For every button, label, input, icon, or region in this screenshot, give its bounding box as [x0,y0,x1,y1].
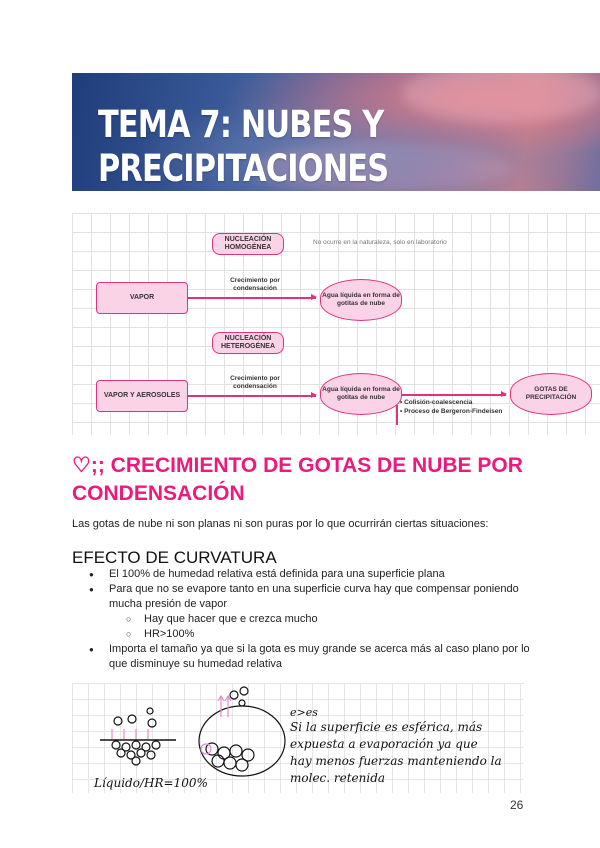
arrow-to-precipitation [402,394,506,396]
cloud-droplets-1: Agua líquida en forma de gotitas de nube [320,279,402,321]
title-line-1: TEMA 7: NUBES Y [98,103,384,146]
sketch-e-label: e>es [290,706,318,719]
precipitation-drops-cloud: GOTAS DE PRECIPITACIÓN [510,373,592,415]
header-banner [72,73,600,191]
growth-label-1: Crecimiento por condensación [230,277,280,292]
page-title [98,103,388,191]
sketch-note-2: expuesta a evaporación ya que [290,737,478,751]
process-connector [396,405,398,425]
sketch-note-3: hay menos fuerzas manteniendo la [290,754,502,768]
heterogeneous-nucleation-box: NUCLEACIÓN HETEROGÉNEA [212,332,284,354]
growth-label-2: Crecimiento por condensación [230,375,280,390]
homogeneous-note: No ocurre en la naturaleza, solo en laboratorio [313,239,447,246]
homogeneous-nucleation-box: NUCLEACIÓN HOMOGÉNEA [212,233,284,255]
arrow-vapor-aerosols [188,395,316,397]
sub-bullet-item: ○ Hay que hacer que e crezca mucho [72,612,532,627]
bullet-item: ● El 100% de humedad relativa está definida para una superficie plana [72,567,532,582]
vapor-aerosols-box: VAPOR Y AEROSOLES [96,380,188,412]
title-line-2: PRECIPITACIONES [98,147,389,190]
process-collision: • Colisión-coalescencia [400,399,473,406]
bullet-item: ● Importa el tamaño ya que si la gota es muy grande se acerca más al caso plano por lo que disminuye su humedad relativa [72,642,532,672]
vapor-box: VAPOR [96,282,188,314]
cloud-droplets-2: Agua líquida en forma de gotitas de nube [320,373,402,415]
section-heading: ♡;; CRECIMIENTO DE GOTAS DE NUBE POR CONDENSACIÓN [72,454,523,505]
sub-bullet-item: ○ HR>100% [72,627,532,642]
nucleation-diagram [72,213,600,435]
bullet-item: ● Para que no se evapore tanto en una superficie curva hay que compensar poniendo mucha presión de vapor [72,582,532,612]
arrow-vapor [188,297,316,299]
page-number: 26 [510,798,524,812]
sketch-note-4: molec. retenida [290,771,386,785]
subheading-curvature: EFECTO DE CURVATURA [72,548,277,567]
curvature-bullets [72,567,532,672]
sketch-label-left: Líquido/HR=100% [94,776,208,790]
handwritten-sketch [72,683,524,793]
intro-paragraph: Las gotas de nube ni son planas ni son puras por lo que ocurrirán ciertas situaciones: [72,518,489,530]
sketch-note-1: Si la superficie es esférica, más [290,720,483,734]
process-bergeron: • Proceso de Bergeron-Findeisen [400,408,503,415]
